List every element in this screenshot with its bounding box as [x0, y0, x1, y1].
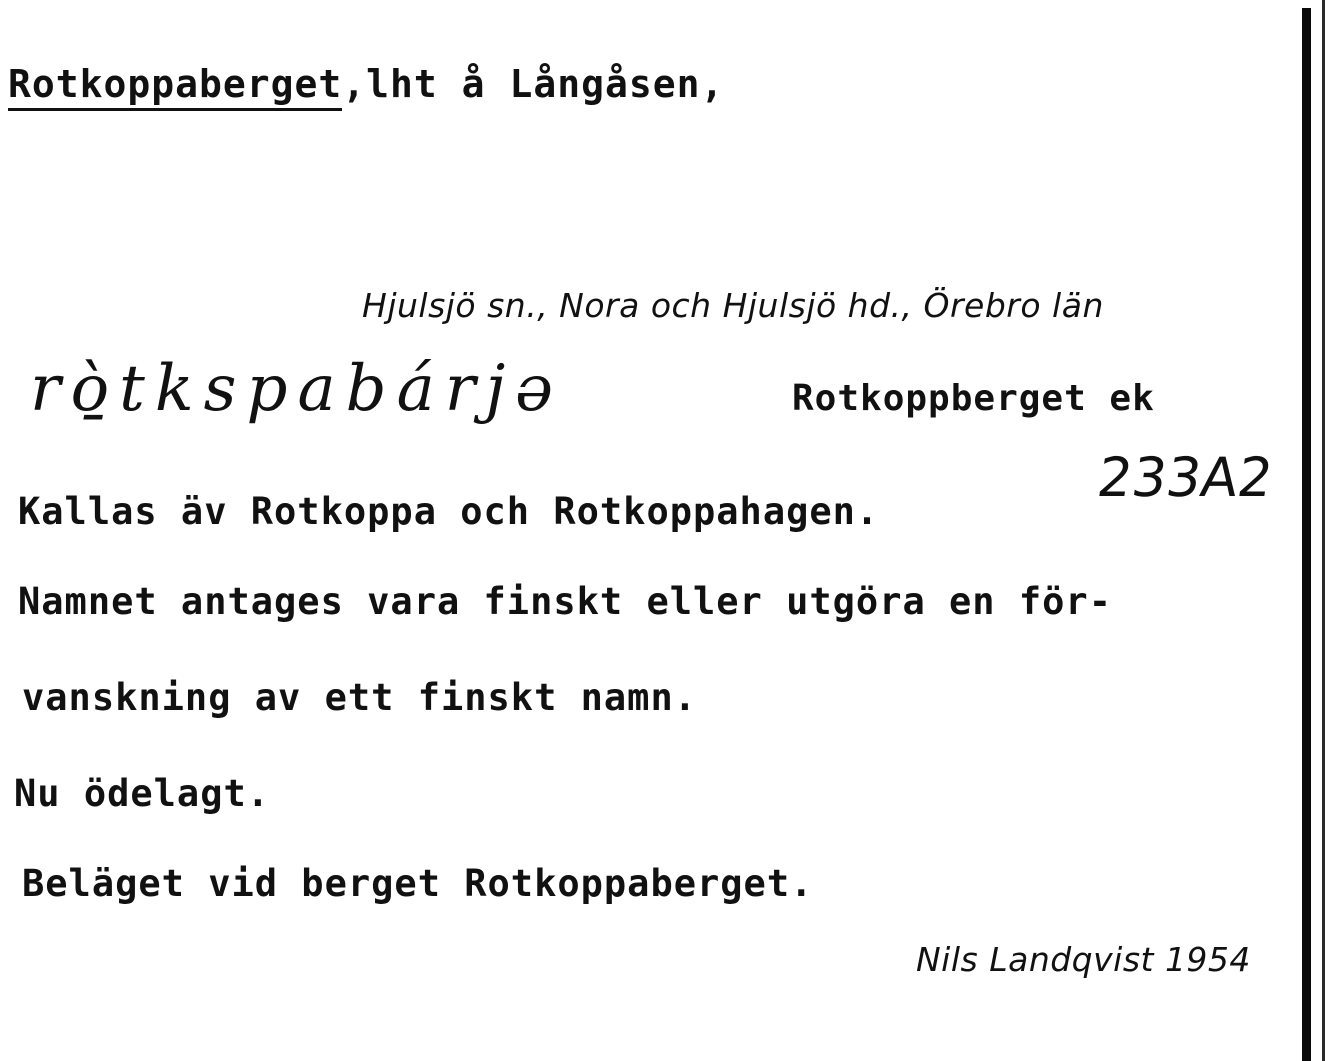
alternate-name: Rotkoppberget ek	[792, 378, 1155, 419]
body-line: vanskning av ett finskt namn.	[22, 676, 698, 719]
phonetic-transcription: rò̱tkspabárjə	[30, 352, 564, 426]
card-edge-line	[1322, 0, 1325, 1061]
body-line: Beläget vid berget Rotkoppaberget.	[22, 862, 814, 905]
body-line: Namnet antages vara finskt eller utgöra en för-	[18, 580, 1112, 623]
body-line: Kallas äv Rotkoppa och Rotkoppahagen.	[18, 490, 880, 533]
heading-place-name: Rotkoppaberget	[8, 62, 342, 111]
reference-number: 233A2	[1093, 446, 1277, 509]
card-heading	[8, 62, 724, 106]
location-line: Hjulsjö sn., Nora och Hjulsjö hd., Örebro län	[362, 286, 1104, 325]
signature: Nils Landqvist 1954	[916, 940, 1251, 979]
heading-place-description: ,lht å Långåsen,	[342, 62, 725, 106]
body-line: Nu ödelagt.	[14, 772, 271, 815]
card-edge-shadow	[1302, 8, 1311, 1061]
